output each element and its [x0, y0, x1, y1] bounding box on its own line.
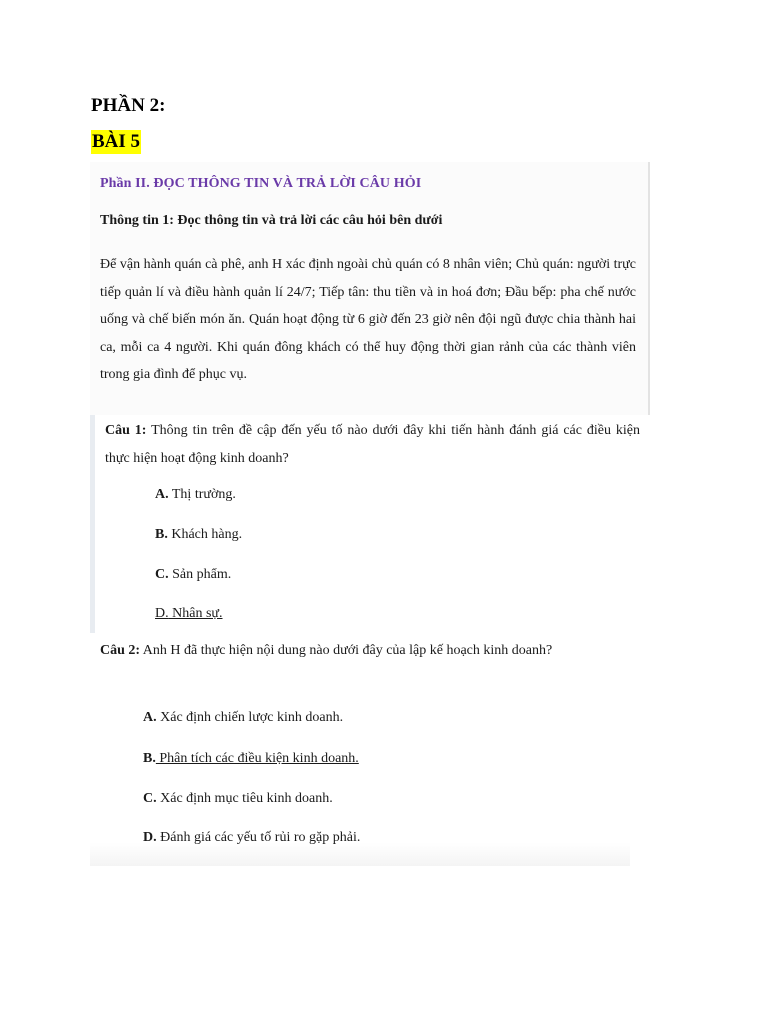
question-1-label: Câu 1: — [105, 423, 147, 438]
scanned-exercise-image — [90, 162, 650, 867]
question-2-option-a — [143, 709, 343, 727]
option-letter: A. — [155, 487, 169, 502]
option-letter: D. — [155, 606, 169, 621]
option-letter: A. — [143, 710, 157, 725]
question-1-option-a — [155, 486, 236, 504]
question-2-option-b — [143, 750, 359, 768]
option-text: Xác định chiến lược kinh doanh. — [156, 710, 344, 725]
option-text: Nhân sự. — [168, 606, 223, 621]
question-1-option-d-correct — [155, 605, 223, 623]
option-text: Thị trường. — [168, 487, 236, 502]
question-1-body: Thông tin trên đề cập đến yếu tố nào dưới đây khi tiến hành đánh giá các điều kiện thực hiện hoạt động kinh doanh? — [105, 423, 641, 466]
question-2 — [90, 633, 630, 866]
question-1-option-b — [155, 526, 242, 544]
question-2-option-d — [143, 829, 360, 847]
option-letter: D. — [143, 830, 157, 845]
option-letter: B. — [155, 527, 168, 542]
question-1-text — [105, 417, 640, 473]
part-heading: PHẦN 2: — [91, 95, 166, 116]
option-letter: C. — [155, 567, 169, 582]
question-1-option-c — [155, 566, 231, 584]
option-text: Khách hàng. — [167, 527, 243, 542]
option-text: Đánh giá các yếu tố rủi ro gặp phải. — [156, 830, 361, 845]
lesson-heading: BÀI 5 — [92, 131, 141, 152]
option-letter: B. — [143, 751, 156, 766]
option-letter: C. — [143, 791, 157, 806]
info-paragraph: Để vận hành quán cà phê, anh H xác định ngoài chủ quán có 8 nhân viên; Chủ quán: người trực tiếp quản lí và điều hành quản lí 24/7; Tiếp tân: thu tiền và in hoá đơn; Đầu bếp: pha chế nước uống và chế biến món ăn. Quán hoạt động từ 6 giờ đến 23 giờ nên đội ngũ được chia thành hai ca, mỗi ca 4 người. Khi quán đông khách có thể huy động thời gian rảnh của các thành viên trong gia đình để phục vụ. — [100, 257, 636, 382]
info-section — [90, 162, 650, 415]
question-2-body: Anh H đã thực hiện nội dung nào dưới đây của lập kế hoạch kinh doanh? — [140, 643, 553, 658]
option-text-correct: Phân tích các điều kiện kinh doanh. — [155, 751, 359, 766]
question-2-text — [100, 637, 638, 665]
question-2-option-c — [143, 790, 333, 808]
info-title: Thông tin 1: Đọc thông tin và trả lời các câu hỏi bên dưới — [100, 213, 443, 228]
question-1 — [90, 415, 653, 633]
option-text: Sản phẩm. — [168, 567, 232, 582]
question-2-label: Câu 2: — [100, 643, 141, 658]
section-title: Phần II. ĐỌC THÔNG TIN VÀ TRẢ LỜI CÂU HỎI — [100, 176, 422, 191]
option-text: Xác định mục tiêu kinh doanh. — [156, 791, 333, 806]
